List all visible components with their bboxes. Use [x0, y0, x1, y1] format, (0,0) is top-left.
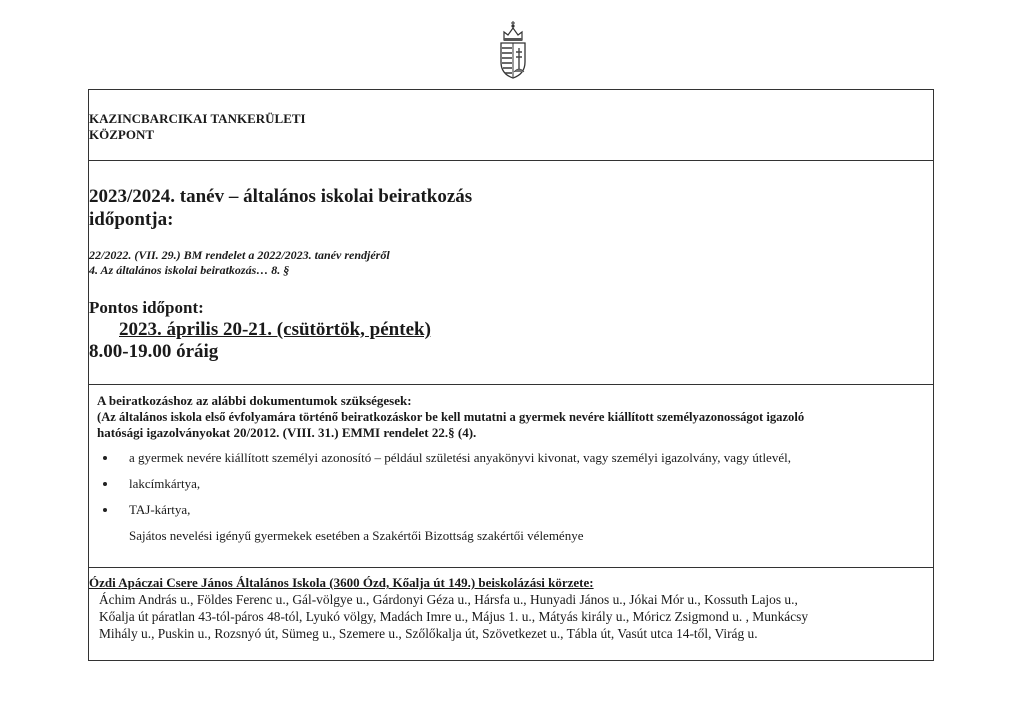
list-item-text: TAJ-kártya,	[129, 502, 191, 517]
bullet-icon	[103, 456, 107, 460]
enrollment-hours: 8.00-19.00 óráig	[89, 341, 219, 362]
district-streets-line2: Kőalja út páratlan 43-tól-páros 48-tól, Lyukó völgy, Madách Imre u., Május 1. u., Mátyás király u., Móricz Zsigmond u. , Munkácsy	[99, 609, 809, 624]
enrollment-date-text: 2023. április 20-21. (csütörtök, péntek)	[119, 319, 431, 340]
bullet-icon	[103, 508, 107, 512]
special-needs-note: Sajátos nevelési igényű gyermekek esetében a Szakértői Bizottság szakértői véleménye	[129, 528, 584, 543]
legal-reference-line1: 22/2022. (VII. 29.) BM rendelet a 2022/2023. tanév rendjéről	[89, 248, 390, 262]
org-name-line2: KÖZPONT	[89, 127, 155, 142]
time-intro: Pontos időpont:	[89, 298, 204, 317]
announcement-title-line2: időpontja:	[89, 209, 174, 230]
enrollment-date	[89, 318, 933, 341]
legal-reference-line2: 4. Az általános iskolai beiratkozás… 8. §	[89, 263, 290, 277]
announcement-title-line1: 2023/2024. tanév – általános iskolai beiratkozás	[89, 186, 473, 207]
documents-requirement-line2: hatósági igazolványokat 20/2012. (VIII. 31.) EMMI rendelet 22.§ (4).	[97, 425, 477, 440]
org-name-line1: KAZINCBARCIKAI TANKERÜLETI	[89, 111, 306, 126]
documents-heading: A beiratkozáshoz az alábbi dokumentumok szükségesek:	[97, 393, 412, 408]
district-streets-line1: Áchim András u., Földes Ferenc u., Gál-völgye u., Gárdonyi Géza u., Hársfa u., Hunyadi János u., Jókai Mór u., Kossuth Lajos u.,	[99, 592, 798, 607]
list-item-text: lakcímkártya,	[129, 476, 201, 491]
coat-of-arms-icon	[498, 18, 528, 80]
document-frame	[88, 89, 934, 661]
list-item-text: a gyermek nevére kiállított személyi azonosító – például születési anyakönyvi kivonat, vagy személyi igazolvány, vagy útlevél,	[129, 450, 791, 465]
documents-requirement-line1: (Az általános iskola első évfolyamára történő beiratkozáskor be kell mutatni a gyermek nevére kiállított személyazonosságot igazoló	[97, 410, 805, 424]
district-streets-line3: Mihály u., Puskin u., Rozsnyó út, Sümeg u., Szemere u., Szőlőkalja út, Szövetkezet u., Tábla út, Vasút utca 14-től, Virág u.	[99, 626, 758, 641]
bullet-icon	[103, 482, 107, 486]
district-title: Ózdi Apáczai Csere János Általános Iskola (3600 Ózd, Kőalja út 149.) beiskolázási körzete:	[89, 575, 594, 590]
